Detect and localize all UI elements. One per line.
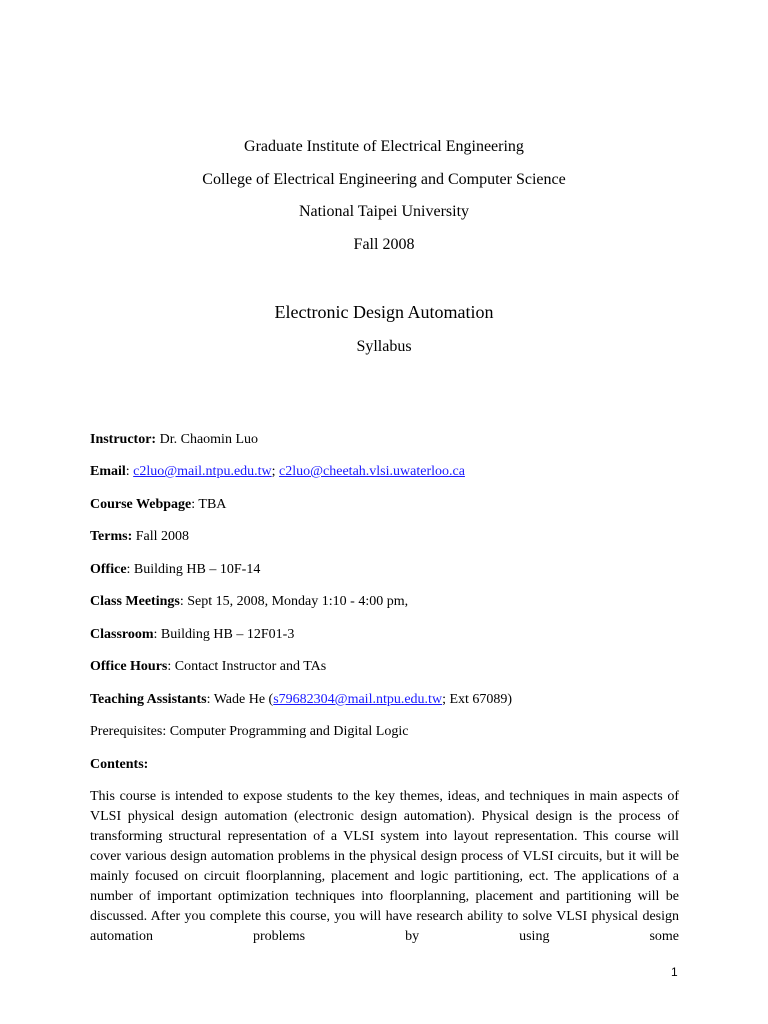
- webpage-value: : TBA: [191, 497, 227, 512]
- class-meetings-line: [90, 593, 408, 611]
- office-line: [90, 561, 260, 579]
- terms-line: [90, 528, 189, 546]
- ta-extension: ; Ext 67089): [442, 692, 513, 707]
- terms-value: Fall 2008: [132, 529, 190, 544]
- contents-paragraph: This course is intended to expose students to the key themes, ideas, and techniques in main aspects of VLSI physical design automation (electronic design automation). Physical design is the process of transforming structural representation of a VLSI system into layout representation. This course will cover various design automation problems in the physical design process of VLSI circuits, but it will be mainly focused on circuit floorplanning, placement and logic partitioning, ect. The applications of a number of important optimization techniques into floorplanning, placement and partitioning will be discussed. After you complete this course, you will have research ability to solve VLSI physical design automation problems by using some: [90, 789, 679, 944]
- contents-heading: [90, 756, 148, 774]
- email-link-ntpu[interactable]: c2luo@mail.ntpu.edu.tw: [133, 464, 272, 479]
- university-heading: National Taipei University: [298, 203, 470, 220]
- ta-email-link[interactable]: s79682304@mail.ntpu.edu.tw: [273, 692, 443, 707]
- office-value: : Building HB – 10F-14: [126, 562, 261, 577]
- email-label: Email: [90, 464, 126, 479]
- course-title: Electronic Design Automation: [274, 302, 494, 322]
- terms-label: Terms:: [90, 529, 133, 544]
- email-link-uwaterloo[interactable]: c2luo@cheetah.vlsi.uwaterloo.ca: [279, 464, 465, 479]
- office-hours-line: [90, 658, 326, 676]
- instructor-value: Dr. Chaomin Luo: [156, 432, 258, 447]
- institute-heading: Graduate Institute of Electrical Engineering: [244, 138, 524, 155]
- college-heading: College of Electrical Engineering and Computer Science: [202, 171, 566, 188]
- teaching-assistants-value: : Wade He (: [206, 692, 274, 707]
- webpage-line: [90, 496, 226, 514]
- instructor-label: Instructor:: [90, 432, 157, 447]
- webpage-label: Course Webpage: [90, 497, 192, 512]
- office-hours-label: Office Hours: [90, 659, 168, 674]
- classroom-label: Classroom: [90, 627, 154, 642]
- classroom-line: [90, 626, 294, 644]
- term-heading: Fall 2008: [353, 236, 415, 253]
- email-line: [90, 463, 465, 481]
- email-separator: :: [125, 464, 134, 479]
- syllabus-subtitle: Syllabus: [356, 338, 412, 355]
- classroom-value: : Building HB – 12F01-3: [153, 627, 295, 642]
- instructor-line: [90, 431, 258, 449]
- office-hours-value: : Contact Instructor and TAs: [167, 659, 327, 674]
- page-number: 1: [671, 965, 678, 979]
- teaching-assistants-line: [90, 691, 512, 709]
- prerequisites-line: Prerequisites: Computer Programming and Digital Logic: [90, 724, 409, 739]
- office-label: Office: [90, 562, 127, 577]
- email-separator: ;: [271, 464, 280, 479]
- class-meetings-label: Class Meetings: [90, 594, 180, 609]
- teaching-assistants-label: Teaching Assistants: [90, 692, 207, 707]
- contents-label: Contents:: [90, 757, 149, 772]
- class-meetings-value: : Sept 15, 2008, Monday 1:10 - 4:00 pm,: [179, 594, 409, 609]
